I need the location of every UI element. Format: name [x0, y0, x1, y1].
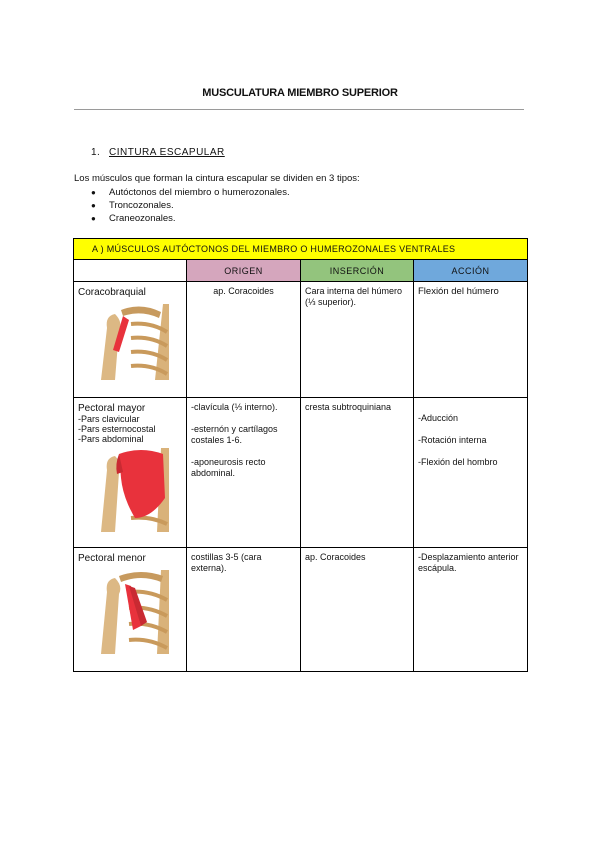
muscle-name: Coracobraquial — [78, 287, 146, 298]
origin-line: abdominal. — [191, 468, 236, 478]
origin-line: costales 1-6. — [191, 435, 243, 445]
action-cell — [414, 282, 528, 398]
bullet-icon: ● — [91, 188, 96, 197]
intro-text: Los músculos que forman la cintura escapular se dividen en 3 tipos: — [74, 173, 360, 184]
list-item: ● Autóctonos del miembro o humerozonales. — [91, 187, 290, 198]
table-row — [74, 398, 528, 548]
pectoralis-major-illustration — [101, 448, 169, 532]
origin-line: externa). — [191, 563, 227, 573]
origin-line: ap. Coracoides — [213, 286, 274, 296]
origin-line: -clavícula (⅓ interno). — [191, 402, 278, 412]
action-line: escápula. — [418, 563, 457, 573]
action-cell — [414, 548, 528, 672]
action-line: -Desplazamiento anterior — [418, 552, 519, 562]
column-header-insercion: INSERCIÓN — [301, 260, 414, 282]
muscle-type-list — [91, 186, 290, 225]
origin-line: costillas 3-5 (cara — [191, 552, 262, 562]
muscle-name: Pectoral menor — [78, 553, 146, 564]
origin-cell — [187, 282, 301, 398]
insertion-cell — [301, 398, 414, 548]
section-name: CINTURA ESCAPULAR — [109, 147, 225, 158]
insertion-cell — [301, 548, 414, 672]
header-blank-cell — [74, 260, 187, 282]
section-heading — [91, 147, 225, 158]
insertion-line: (⅓ superior). — [305, 297, 357, 307]
action-line: -Aducción — [418, 413, 459, 423]
coracobrachialis-illustration — [101, 304, 169, 380]
muscle-name: Pectoral mayor — [78, 403, 146, 414]
muscle-part: -Pars esternocostal — [78, 424, 156, 434]
section-number: 1. — [91, 147, 101, 158]
column-header-origen: ORIGEN — [187, 260, 301, 282]
insertion-line: Cara interna del húmero — [305, 286, 403, 296]
table-row — [74, 548, 528, 672]
origin-cell — [187, 398, 301, 548]
title-divider — [74, 109, 524, 110]
bullet-icon: ● — [91, 201, 96, 210]
muscle-part: -Pars abdominal — [78, 434, 144, 444]
page-title: MUSCULATURA MIEMBRO SUPERIOR — [202, 87, 398, 99]
action-cell — [414, 398, 528, 548]
muscle-table — [73, 238, 528, 672]
table-row — [74, 282, 528, 398]
action-line: -Flexión del hombro — [418, 457, 498, 467]
pectoralis-minor-illustration — [101, 570, 169, 654]
insertion-line: cresta subtroquiniana — [305, 402, 392, 412]
action-line: -Rotación interna — [418, 435, 487, 445]
bullet-icon: ● — [91, 214, 96, 223]
column-header-accion: ACCIÓN — [414, 260, 528, 282]
insertion-cell — [301, 282, 414, 398]
action-line: Flexión del húmero — [418, 286, 499, 297]
muscle-cell — [74, 398, 187, 548]
muscle-cell — [74, 282, 187, 398]
table-heading: A ) MÚSCULOS AUTÓCTONOS DEL MIEMBRO O HUMEROZONALES VENTRALES — [74, 239, 528, 260]
insertion-line: ap. Coracoides — [305, 552, 366, 562]
origin-cell — [187, 548, 301, 672]
origin-line: -aponeurosis recto — [191, 457, 266, 467]
muscle-cell — [74, 548, 187, 672]
origin-line: -esternón y cartílagos — [191, 424, 278, 434]
list-item: ● Troncozonales. — [91, 200, 174, 211]
muscle-part: -Pars clavicular — [78, 414, 140, 424]
list-item: ● Craneozonales. — [91, 213, 176, 224]
